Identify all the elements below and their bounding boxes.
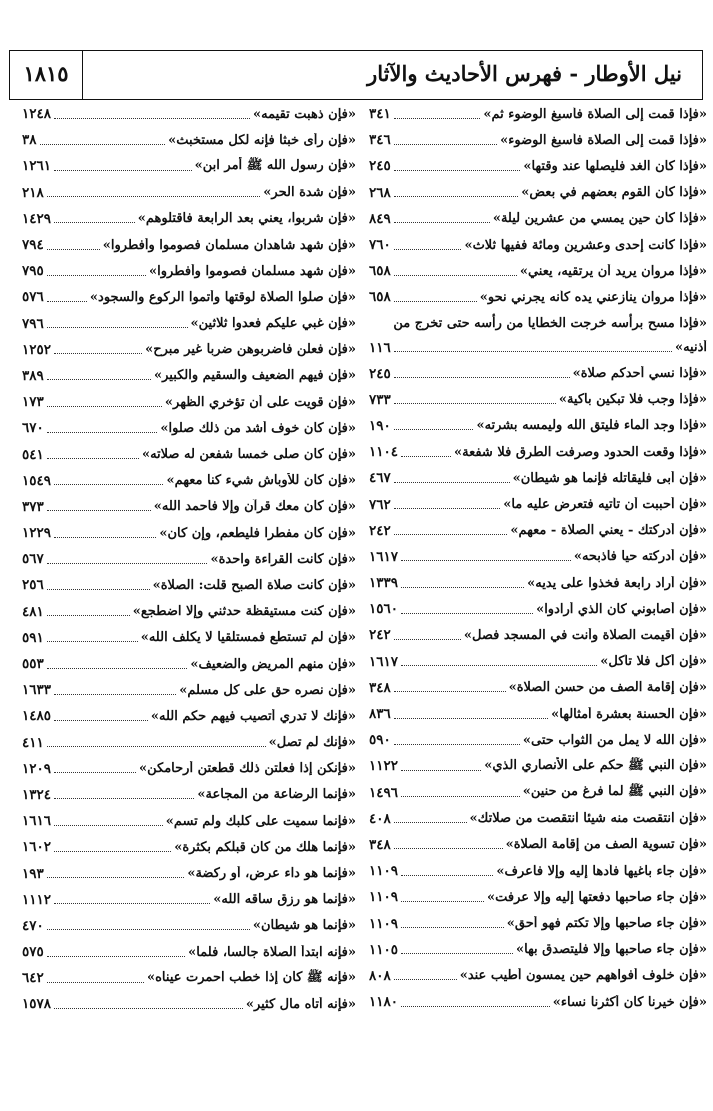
entry-page-number: ١١٨٠: [369, 994, 399, 1011]
entry-text: «فإن جاء باغيها فأدها إليه وإلا فاعرف»: [496, 863, 707, 879]
index-column-left: [22, 101, 356, 1018]
page-number: ١٨١٥: [10, 51, 83, 99]
entry-text: «فإن انتقصت منه شيئا انتقصت من صلاتك»: [469, 811, 707, 827]
entry-page-number: ٢٤٥: [369, 365, 391, 382]
leader-dots: [394, 848, 503, 849]
entry-text: «فإن أقيمت الصلاة وأنت في المسجد فصل»: [463, 627, 707, 643]
index-entry: [369, 963, 707, 989]
index-entry: [22, 860, 356, 886]
index-entry: [369, 206, 707, 232]
entry-page-number: ٢٤٢: [369, 522, 391, 539]
entry-page-number: ٣٤٨: [369, 836, 391, 853]
index-entry: [22, 284, 356, 310]
index-entry: [369, 675, 707, 701]
entry-text: «فإذا نسي أحدكم صلاة»: [572, 366, 707, 382]
index-entry: [369, 753, 707, 779]
entry-text: «فإن كانت صلاة الصبح قلت: الصلاة»: [152, 577, 356, 593]
index-entry: [369, 622, 707, 648]
entry-page-number: ١٥٦٠: [369, 601, 399, 618]
index-entry: [22, 153, 356, 179]
entry-text: «فإنكن إذا فعلتن ذلك قطعتن أرحامكن»: [139, 761, 356, 777]
entry-text: «فإن كان خوف أشد من ذلك صلوا»: [160, 420, 356, 436]
entry-text: «فإن شدة الحر»: [263, 185, 356, 201]
entry-text: «فإن جاء صاحبها وإلا فليتصدق بها»: [515, 942, 707, 958]
entry-text-continued: أذنيه»: [674, 340, 707, 355]
entry-page-number: ٥٦٧: [22, 551, 44, 568]
entry-page-number: ١١٢٢: [369, 758, 399, 775]
leader-dots: [394, 377, 570, 378]
entry-page-number: ١٣٣٩: [369, 575, 399, 592]
entry-page-number: ٥٧٥: [22, 944, 44, 961]
index-entry: [369, 884, 707, 910]
entry-text: «فإن الله لا يمل من الثواب حتى»: [522, 732, 707, 748]
entry-text: «فإنه ﷺ كان إذا خطب احمرت عيناه»: [147, 969, 356, 985]
leader-dots: [394, 718, 548, 719]
index-entry: [22, 363, 356, 389]
leader-dots: [394, 403, 556, 404]
entry-text: «فإن جاء صاحبها وإلا تكتم فهو أحق»: [506, 916, 707, 932]
entry-page-number: ٤١١: [22, 734, 44, 751]
leader-dots: [401, 770, 481, 771]
entry-text: «فإن كان معك قرآن وإلا فاحمد الله»: [153, 499, 356, 515]
entry-text: «فإن صلوا الصلاة لوقتها وأتموا الركوع والسجود»: [89, 289, 356, 305]
entry-text: «فإن كان مفطرا فليطعم، وإن كان»: [159, 525, 356, 541]
index-entry: [22, 572, 356, 598]
leader-dots: [47, 746, 266, 747]
index-entry: [22, 730, 356, 756]
entry-page-number: ١١٠٩: [369, 863, 399, 880]
index-entry: [22, 206, 356, 232]
leader-dots: [47, 432, 158, 433]
entry-text: «فإنما هو شيطان»: [252, 918, 356, 934]
entry-page-number: ٧٦٠: [369, 237, 391, 254]
entry-page-number: ٦٧٠: [22, 420, 44, 437]
entry-text: «فإن خيرنا كان أكثرنا نساء»: [552, 994, 707, 1010]
leader-dots: [394, 429, 474, 430]
entry-page-number: ٣٨: [22, 132, 37, 149]
index-entry: [22, 311, 356, 337]
entry-page-number: ٨٠٨: [369, 967, 391, 984]
leader-dots: [394, 301, 477, 302]
leader-dots: [47, 301, 87, 302]
leader-dots: [47, 510, 151, 511]
index-entry: [369, 832, 707, 858]
entry-page-number: ٧٩٥: [22, 263, 44, 280]
entry-text: «فإذا قمت إلى الصلاة فأسبغ الوضوء ثم»: [483, 106, 707, 122]
entry-text: «فإذا وجد الماء فليتق الله وليمسه بشرته»: [476, 418, 707, 434]
index-entry: [22, 468, 356, 494]
entry-text: «فإذا مسح برأسه خرجت الخطايا من رأسه حتى تخرج من: [393, 315, 707, 331]
entry-text: «فإنه ابتدأ الصلاة جالسا، فلما»: [188, 944, 356, 960]
entry-page-number: ٣٤١: [369, 106, 391, 123]
page-title: نيل الأوطار - فهرس الأحاديث والآثار: [367, 61, 682, 86]
index-entry: [22, 834, 356, 860]
index-entry: [22, 965, 356, 991]
leader-dots: [54, 484, 163, 485]
entry-page-number: ١١٠٥: [369, 941, 399, 958]
leader-dots: [401, 953, 513, 954]
index-entry: [22, 546, 356, 572]
entry-text: «فإن الحسنة بعشرة أمثالها»: [551, 706, 707, 722]
leader-dots: [47, 458, 139, 459]
index-entry: [22, 180, 356, 206]
entry-text: «فإنما سميت على كلبك ولم تسم»: [165, 813, 356, 829]
entry-page-number: ١٤٩٦: [369, 784, 399, 801]
leader-dots: [47, 275, 146, 276]
entry-text: «فإن أراد رابعة فخذوا على يديه»: [527, 575, 707, 591]
index-entry: [22, 494, 356, 520]
leader-dots: [394, 822, 467, 823]
index-entry: [369, 780, 707, 806]
entry-page-number: ٧٣٣: [369, 391, 391, 408]
index-entry: [369, 989, 707, 1015]
leader-dots: [54, 798, 194, 799]
leader-dots: [401, 587, 524, 588]
entry-text: «فإن أكل فلا تأكل»: [600, 654, 707, 670]
entry-text: «فإن فعلن فاضربوهن ضربا غير مبرح»: [145, 342, 356, 358]
entry-page-number: ١٢٠٩: [22, 760, 52, 777]
entry-text: «فإن كنت مستيقظة حدثني وإلا اضطجع»: [132, 604, 356, 620]
leader-dots: [394, 170, 521, 171]
entry-text: «فإنك لا تدري أتصيب فيهم حكم الله»: [150, 708, 356, 724]
entry-page-number: ١٤٨٥: [22, 708, 52, 725]
entry-page-number: ١٢٥٢: [22, 341, 52, 358]
entry-page-number: ٥٤١: [22, 446, 44, 463]
entry-text: «فإنما هلك من كان قبلكم بكثرة»: [174, 839, 356, 855]
leader-dots: [47, 615, 130, 616]
index-entry: [369, 413, 707, 439]
index-entry: [369, 937, 707, 963]
leader-dots: [394, 534, 508, 535]
leader-dots: [54, 903, 210, 904]
page-header: [9, 50, 703, 100]
entry-text: «فإنما هو داء عرض، أو ركضة»: [187, 866, 356, 882]
leader-dots: [394, 144, 497, 145]
entry-page-number: ٨٤٩: [369, 210, 391, 227]
leader-dots: [40, 144, 166, 145]
leader-dots: [54, 118, 250, 119]
leader-dots: [394, 979, 457, 980]
index-entry: [22, 651, 356, 677]
leader-dots: [401, 456, 451, 457]
index-entry: [22, 599, 356, 625]
entry-text: «فإن غبي عليكم فعدوا ثلاثين»: [190, 316, 356, 332]
leader-dots: [401, 613, 533, 614]
entry-text: «فإن نصره حق على كل مسلم»: [179, 682, 356, 698]
entry-page-number: ٢١٨: [22, 184, 44, 201]
entry-page-number: ١٦٠٢: [22, 839, 52, 856]
entry-text: «فإنما هو رزق ساقه الله»: [213, 892, 356, 908]
leader-dots: [54, 720, 148, 721]
index-entry: [22, 258, 356, 284]
leader-dots: [401, 875, 493, 876]
index-entry: [369, 518, 707, 544]
entry-text: «فإن فيهم الضعيف والسقيم والكبير»: [153, 368, 356, 384]
entry-page-number: ٤٠٨: [369, 810, 391, 827]
entry-text: «فإذا كانت إحدى وعشرين ومائة ففيها ثلاث»: [464, 237, 707, 253]
leader-dots: [394, 118, 481, 119]
entry-page-number: ٦٥٨: [369, 263, 391, 280]
entry-text: «فإذا وقعت الحدود وصرفت الطرق فلا شفعة»: [453, 444, 707, 460]
leader-dots: [54, 353, 142, 354]
leader-dots: [394, 639, 461, 640]
leader-dots: [54, 537, 156, 538]
index-entry: [369, 284, 707, 310]
leader-dots: [47, 563, 208, 564]
entry-page-number: ١٧٣: [22, 394, 44, 411]
leader-dots: [401, 927, 504, 928]
entry-text: «فإذا مروان يريد أن يرتقيه، يعني»: [519, 263, 707, 279]
entry-page-number: ٥٧٦: [22, 289, 44, 306]
index-entry: [369, 649, 707, 675]
entry-text: «فإنه أتاه مال كثير»: [245, 996, 356, 1012]
entry-page-number: ٣٧٣: [22, 498, 44, 515]
leader-dots: [47, 327, 188, 328]
index-entry: [22, 677, 356, 703]
entry-text: «فإن كانت القراءة واحدة»: [210, 551, 356, 567]
entry-text: «فإذا مروان ينازعني يده كأنه يجرني نحو»: [479, 289, 707, 305]
entry-page-number: ١٤٢٩: [22, 210, 52, 227]
entry-page-number: ١٣٢٤: [22, 786, 52, 803]
leader-dots: [394, 249, 462, 250]
leader-dots: [394, 744, 520, 745]
leader-dots: [54, 825, 163, 826]
entry-page-number: ١١٠٩: [369, 889, 399, 906]
index-column-right: [369, 101, 707, 1015]
entry-page-number: ٦٥٨: [369, 289, 391, 306]
entry-text: «فإن شربوا، يعني بعد الرابعة فاقتلوهم»: [137, 211, 356, 227]
index-entry: [369, 727, 707, 753]
leader-dots: [401, 665, 597, 666]
entry-text: «فإنك لم تصل»: [268, 735, 356, 751]
leader-dots: [394, 691, 506, 692]
index-entry: [369, 127, 707, 153]
entry-text: «فإذا كان الغد فليصلها عند وقتها»: [523, 158, 707, 174]
index-entry: [22, 703, 356, 729]
entry-text: «فإن منهم المريض والضعيف»: [190, 656, 356, 672]
entry-text: «فإن قويت على أن تؤخري الظهر»: [164, 394, 356, 410]
entry-text: «فإن أبى فليقاتله فإنما هو شيطان»: [512, 470, 707, 486]
index-entry: [369, 701, 707, 727]
index-entry: [22, 808, 356, 834]
entry-text: «فإن شهد مسلمان فصوموا وأفطروا»: [149, 263, 356, 279]
index-entry: [369, 311, 707, 361]
entry-page-number: ١٢٦١: [22, 158, 52, 175]
index-entry: [22, 520, 356, 546]
leader-dots: [47, 641, 138, 642]
entry-page-number: ٢٦٨: [369, 184, 391, 201]
entry-page-number: ٢٤٥: [369, 158, 391, 175]
leader-dots: [394, 196, 518, 197]
entry-text: «فإن ذهبت تقيمه»: [253, 106, 356, 122]
entry-page-number: ١٢٢٩: [22, 525, 52, 542]
leader-dots: [54, 694, 176, 695]
index-entry: [22, 913, 356, 939]
entry-page-number: ٤٨١: [22, 603, 44, 620]
entry-text: «فإن كان صلى خمسا شفعن له صلاته»: [141, 447, 356, 463]
leader-dots: [401, 1006, 550, 1007]
entry-page-number: ١١٠٩: [369, 915, 399, 932]
entry-page-number: ١١٦: [369, 339, 391, 356]
entry-page-number: ١٦١٧: [369, 653, 399, 670]
index-entry: [22, 232, 356, 258]
entry-page-number: ١١٠٤: [369, 444, 399, 461]
leader-dots: [401, 901, 484, 902]
index-entry: [369, 570, 707, 596]
leader-dots: [47, 877, 185, 878]
entry-page-number: ١٩٠: [369, 417, 391, 434]
leader-dots: [47, 406, 162, 407]
index-entry: [22, 415, 356, 441]
entry-text: «فإن النبي ﷺ لما فرغ من حنين»: [522, 784, 707, 800]
leader-dots: [47, 589, 150, 590]
index-entry: [369, 101, 707, 127]
entry-page-number: ٣٤٦: [369, 132, 391, 149]
leader-dots: [47, 668, 188, 669]
entry-text: «فإذا كان حين يمسي من عشرين ليلة»: [492, 211, 707, 227]
entry-text: «فإن رسول الله ﷺ أمر ابن»: [194, 157, 356, 173]
leader-dots: [54, 1008, 243, 1009]
index-entry: [369, 232, 707, 258]
entry-page-number: ٢٥٦: [22, 577, 44, 594]
index-entry: [22, 389, 356, 415]
leader-dots: [47, 929, 250, 930]
index-entry: [369, 361, 707, 387]
entry-text: «فإن رأى خبثا فإنه لكل مستخبث»: [168, 132, 356, 148]
entry-page-number: ٢٤٢: [369, 627, 391, 644]
entry-page-number: ١١١٢: [22, 891, 52, 908]
index-entry: [22, 782, 356, 808]
entry-page-number: ١٥٤٩: [22, 472, 52, 489]
leader-dots: [47, 196, 261, 197]
entry-page-number: ٣٤٨: [369, 679, 391, 696]
leader-dots: [394, 351, 672, 352]
entry-text: «فإذا وجب فلا تبكين باكية»: [558, 392, 707, 408]
index-entry: [22, 991, 356, 1017]
index-entry: [369, 910, 707, 936]
entry-page-number: ٨٣٦: [369, 706, 391, 723]
index-entry: [22, 887, 356, 913]
leader-dots: [54, 772, 136, 773]
entry-text: «فإن خلوف أفواههم حين يمسون أطيب عند»: [459, 968, 707, 984]
entry-text: «فإن أدركته حيا فاذبحه»: [573, 549, 707, 565]
index-entry: [22, 441, 356, 467]
entry-page-number: ١٥٧٨: [22, 996, 52, 1013]
leader-dots: [394, 482, 510, 483]
entry-page-number: ٣٨٩: [22, 367, 44, 384]
entry-page-number: ١٦٣٣: [22, 682, 52, 699]
leader-dots: [394, 275, 517, 276]
leader-dots: [47, 249, 100, 250]
index-entry: [369, 806, 707, 832]
leader-dots: [47, 379, 151, 380]
leader-dots: [394, 222, 490, 223]
index-entry: [369, 491, 707, 517]
entry-text: «فإن أدركتك - يعني الصلاة - معهم»: [510, 523, 707, 539]
entry-page-number: ٥٩١: [22, 629, 44, 646]
index-entry: [22, 625, 356, 651]
entry-text: «فإن أحببت أن تأتيه فتعرض عليه ما»: [503, 497, 707, 513]
index-entry: [22, 337, 356, 363]
entry-page-number: ٤٦٧: [369, 470, 391, 487]
entry-text: «فإذا قمت إلى الصلاة فأسبغ الوضوء»: [500, 132, 707, 148]
leader-dots: [401, 796, 520, 797]
index-entry: [22, 127, 356, 153]
entry-page-number: ٥٩٠: [369, 732, 391, 749]
leader-dots: [54, 222, 135, 223]
entry-page-number: ٧٩٦: [22, 315, 44, 332]
leader-dots: [47, 956, 185, 957]
entry-page-number: ١٦١٧: [369, 548, 399, 565]
entry-text: «فإن النبي ﷺ حكم على الأنصاري الذي»: [484, 757, 707, 773]
entry-page-number: ١٦١٦: [22, 813, 52, 830]
index-entry: [369, 258, 707, 284]
entry-page-number: ١٩٣: [22, 865, 44, 882]
index-entry: [369, 439, 707, 465]
entry-text: «فإن لم تستطع فمستلقيا لا يكلف الله»: [140, 630, 356, 646]
leader-dots: [394, 508, 500, 509]
leader-dots: [54, 170, 192, 171]
entry-text: «فإن كان للأوباش شيء كنا معهم»: [166, 473, 356, 489]
index-entry: [369, 544, 707, 570]
entry-text: «فإذا كان القوم بعضهم في بعض»: [521, 185, 707, 201]
index-entry: [369, 858, 707, 884]
entry-text: «فإنما الرضاعة من المجاعة»: [197, 787, 356, 803]
leader-dots: [401, 560, 571, 561]
index-entry: [22, 756, 356, 782]
entry-page-number: ٤٧٠: [22, 917, 44, 934]
entry-page-number: ٦٤٢: [22, 970, 44, 987]
entry-text: «فإن أصابوني كان الذي أرادوا»: [536, 601, 707, 617]
entry-text: «فإن إقامة الصف من حسن الصلاة»: [508, 680, 707, 696]
leader-dots: [54, 851, 171, 852]
entry-page-number: ٧٩٤: [22, 237, 44, 254]
entry-page-number: ٧٦٢: [369, 496, 391, 513]
entry-text: «فإن شهد شاهدان مسلمان فصوموا وأفطروا»: [102, 237, 356, 253]
entry-page-number: ١٢٤٨: [22, 106, 52, 123]
index-entry: [369, 596, 707, 622]
index-entry: [369, 465, 707, 491]
index-entry: [22, 101, 356, 127]
leader-dots: [47, 982, 144, 983]
entry-text: «فإن جاء صاحبها دفعتها إليه وإلا عرفت»: [487, 889, 707, 905]
entry-text: «فإن تسوية الصف من إقامة الصلاة»: [505, 837, 707, 853]
index-entry: [369, 180, 707, 206]
index-entry: [22, 939, 356, 965]
entry-page-number: ٥٥٣: [22, 656, 44, 673]
index-entry: [369, 387, 707, 413]
index-entry: [369, 153, 707, 179]
